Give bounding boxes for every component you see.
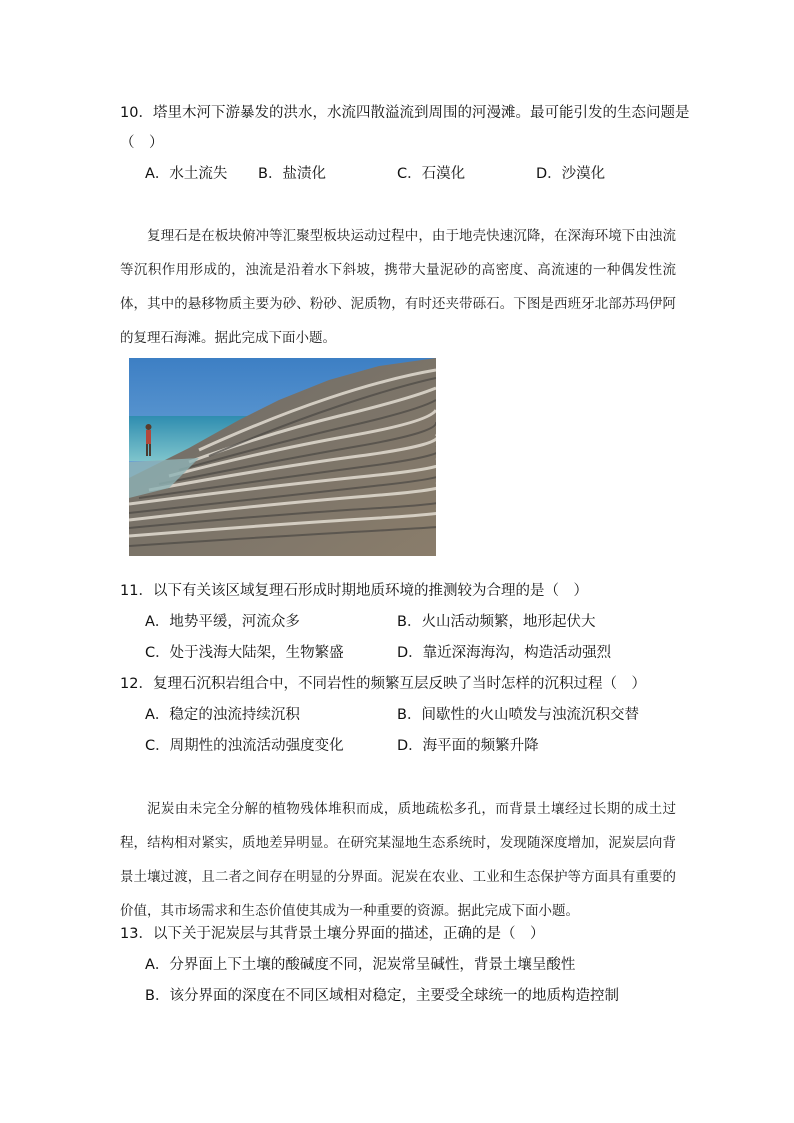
q10-stem-line1: 10．塔里木河下游暴发的洪水，水流四散溢流到周围的河漫滩。最可能引发的生态问题是 — [120, 105, 690, 121]
q11-stem: 11．以下有关该区域复理石形成时期地质环境的推测较为合理的是（ ） — [120, 583, 588, 599]
flysch-beach-image — [129, 358, 436, 556]
flysch-passage: 复理石是在板块俯冲等汇聚型板块运动过程中，由于地壳快速沉降，在深海环境下由浊流等沉积作用形成的，浊流是沿着水下斜坡，携带大量泥砂的高密度、高流速的一种偶发性流体，其中的悬移物质主要为砂、粉砂、泥质物，有时还夹带砾石。下图是西班牙北部苏玛伊阿的复理石海滩。据此完成下面小题。 — [120, 228, 676, 346]
q12-option-a[interactable]: A．稳定的浊流持续沉积 — [145, 707, 300, 723]
q10-option-c[interactable]: C．石漠化 — [397, 166, 466, 182]
q12-option-d[interactable]: D．海平面的频繁升降 — [397, 738, 539, 754]
q10-stem-line2: （ ） — [120, 135, 164, 151]
q13-option-a[interactable]: A．分界面上下土壤的酸碱度不同，泥炭常呈碱性，背景土壤呈酸性 — [145, 957, 576, 973]
q11-option-c[interactable]: C．处于浅海大陆架，生物繁盛 — [145, 645, 344, 661]
q12-option-c[interactable]: C．周期性的浊流活动强度变化 — [145, 738, 344, 754]
q10-option-d[interactable]: D．沙漠化 — [536, 166, 606, 182]
q11-option-d[interactable]: D．靠近深海海沟，构造活动强烈 — [397, 645, 612, 661]
q12-option-b[interactable]: B．间歇性的火山喷发与浊流沉积交替 — [397, 707, 639, 723]
q12-stem: 12．复理石沉积岩组合中，不同岩性的频繁互层反映了当时怎样的沉积过程（ ） — [120, 676, 646, 692]
q10-option-b[interactable]: B．盐渍化 — [258, 166, 326, 182]
flysch-beach-photo — [129, 358, 436, 556]
q13-stem: 13．以下关于泥炭层与其背景土壤分界面的描述，正确的是（ ） — [120, 926, 545, 942]
q11-option-a[interactable]: A．地势平缓，河流众多 — [145, 614, 300, 630]
q13-option-b[interactable]: B．该分界面的深度在不同区域相对稳定，主要受全球统一的地质构造控制 — [145, 988, 619, 1004]
q11-option-b[interactable]: B．火山活动频繁，地形起伏大 — [397, 614, 596, 630]
peat-passage: 泥炭由未完全分解的植物残体堆积而成，质地疏松多孔，而背景土壤经过长期的成土过程，结构相对紧实，质地差异明显。在研究某湿地生态系统时，发现随深度增加，泥炭层向背景土壤过渡，且二者之间存在明显的分界面。泥炭在农业、工业和生态保护等方面具有重要的价值，其市场需求和生态价值使其成为一种重要的资源。据此完成下面小题。 — [120, 801, 676, 919]
q10-option-a[interactable]: A．水土流失 — [145, 166, 228, 182]
